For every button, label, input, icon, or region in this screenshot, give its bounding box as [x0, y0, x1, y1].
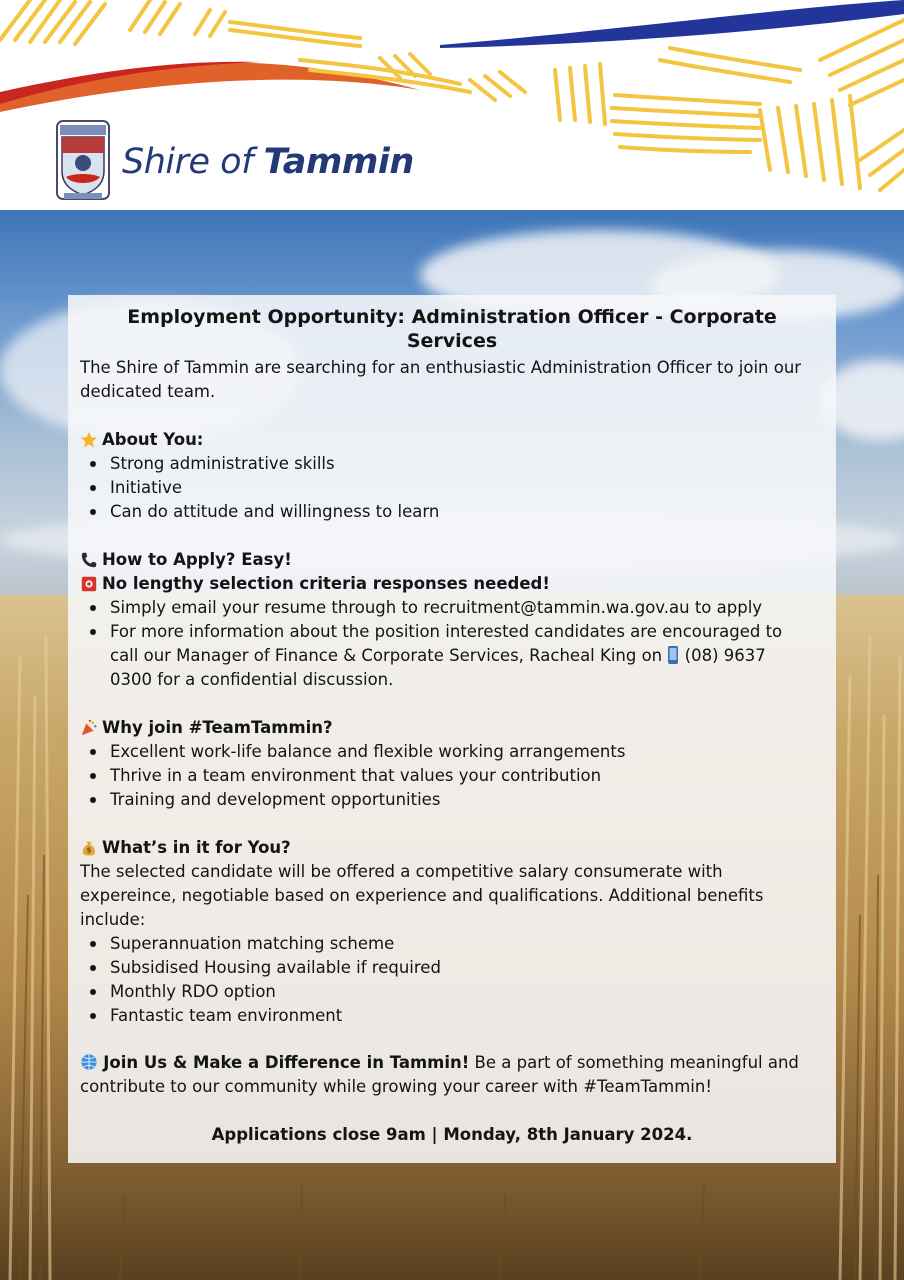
apply-list	[80, 596, 820, 692]
list-item: Excellent work-life balance and flexible working arrangements	[80, 740, 820, 764]
benefits-text: The selected candidate will be offered a competitive salary consumerate with expereince, negotiable based on experience and qualifications. Additional benefits include:	[80, 862, 764, 929]
list-item-text: (08) 9637	[684, 646, 766, 665]
why-list	[80, 740, 820, 812]
benefits-heading-label: What’s in it for You?	[102, 838, 291, 857]
money-bag-icon	[80, 839, 98, 857]
benefits-heading	[80, 836, 291, 860]
list-item: Strong administrative skills	[80, 452, 820, 476]
intro-text: The Shire of Tammin are searching for an enthusiastic Administration Officer to join our dedicated team.	[80, 358, 802, 401]
list-item: Training and development opportunities	[80, 788, 820, 812]
join-text-b: contribute to our community while growing your career with #TeamTammin!	[80, 1077, 712, 1096]
brand-name	[122, 142, 414, 182]
siren-icon	[80, 575, 98, 593]
apply-subheading	[80, 572, 550, 596]
list-item: Initiative	[80, 476, 820, 500]
brand-name-bold: Tammin	[263, 142, 414, 182]
apply-subheading-label: No lengthy selection criteria responses needed!	[102, 574, 550, 593]
about-list	[80, 452, 820, 524]
join-text-a: Be a part of something meaningful and	[469, 1053, 799, 1072]
telephone-icon	[80, 551, 98, 569]
why-heading	[80, 716, 333, 740]
shire-crest-icon	[54, 119, 112, 205]
list-item: Subsidised Housing available if required	[80, 956, 820, 980]
star-icon	[80, 431, 98, 449]
job-ad-card	[68, 295, 836, 1163]
apply-heading-label: How to Apply? Easy!	[102, 550, 292, 569]
why-heading-label: Why join #TeamTammin?	[102, 718, 333, 737]
about-heading	[80, 428, 203, 452]
list-item-text: For more information about the position interested candidates are encouraged to	[110, 622, 783, 641]
list-item: Monthly RDO option	[80, 980, 820, 1004]
about-heading-label: About You:	[102, 430, 204, 449]
list-item: Thrive in a team environment that values your contribution	[80, 764, 820, 788]
join-text	[80, 1051, 830, 1099]
svg-text:$: $	[86, 845, 92, 855]
benefits-list	[80, 932, 820, 1028]
brand-prefix: Shire of	[122, 142, 253, 182]
closing-date: Applications close 9am | Monday, 8th January 2024.	[211, 1125, 693, 1144]
mobile-phone-icon	[667, 646, 679, 664]
list-item: Fantastic team environment	[80, 1004, 820, 1028]
list-item-text: call our Manager of Finance & Corporate Services, Racheal King on	[110, 646, 663, 665]
logo[interactable]	[54, 119, 414, 205]
list-item	[80, 620, 820, 692]
party-popper-icon	[80, 719, 98, 737]
list-item: Can do attitude and willingness to learn	[80, 500, 820, 524]
list-item-text: 0300 for a confidential discussion.	[110, 670, 394, 689]
join-heading: Join Us & Make a Difference in Tammin!	[103, 1053, 470, 1072]
header-banner	[0, 0, 904, 210]
apply-heading	[80, 548, 292, 572]
globe-icon	[80, 1053, 98, 1071]
list-item: Superannuation matching scheme	[80, 932, 820, 956]
page-title: Employment Opportunity: Administration Officer - Corporate Services	[127, 306, 777, 352]
list-item: Simply email your resume through to recruitment@tammin.wa.gov.au to apply	[80, 596, 820, 620]
